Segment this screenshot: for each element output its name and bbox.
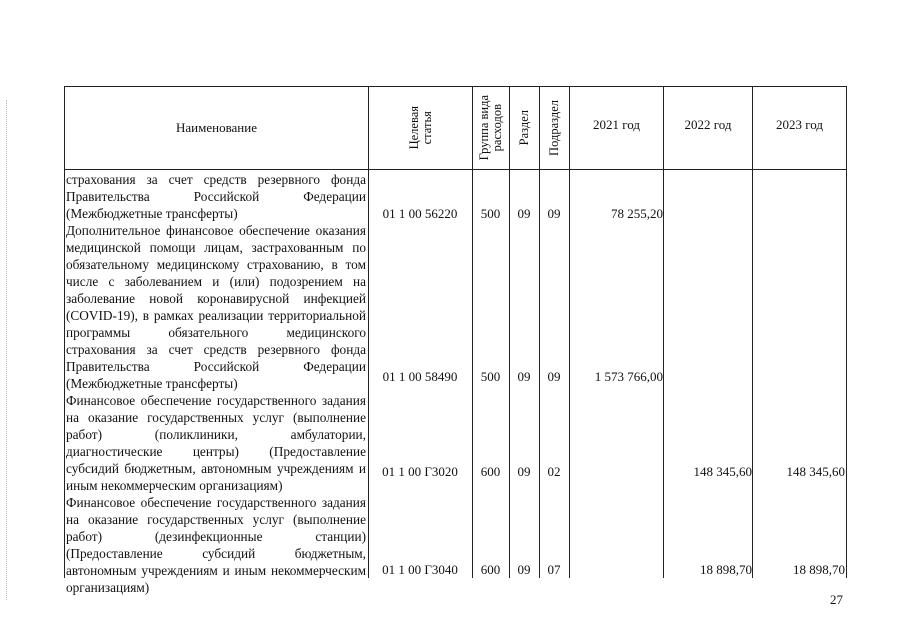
table-right-border [846, 86, 847, 578]
cell-target-article: 01 1 00 58490 [382, 369, 458, 384]
table-row-name: Финансовое обеспечение государственного задания на оказание государственных услуг (выполнение работ) (поликлиники, амбулатории, диагностические центры) (Предоставление субсидий бюджетным, автономным учреждениям и иным некоммерческим организациям) [66, 393, 366, 493]
cell-2021: 78 255,20 [611, 206, 663, 221]
header-expense-group [473, 87, 509, 169]
cell-target-article: 01 1 00 Г3040 [382, 562, 458, 577]
scan-edge-marks [6, 100, 7, 600]
header-2021 [570, 87, 663, 169]
table-row-name: страхования за счет средств резервного фонда Правительства Российской Федерации (Межбюджетные трансферты) [66, 172, 366, 221]
cell-subsection: 09 [547, 369, 561, 384]
header-target-article [369, 87, 472, 169]
header-target-article-text: Целевая статья [406, 106, 434, 150]
cell-subsection: 09 [547, 206, 561, 221]
header-2022 [664, 87, 752, 169]
cell-expense-group: 600 [480, 562, 501, 577]
header-subsection-text: Подраздел [547, 100, 561, 156]
cell-subsection: 02 [547, 464, 561, 479]
cell-expense-group: 500 [480, 369, 501, 384]
table-row-name: Дополнительное финансовое обеспечение оказания медицинской помощи лицам, застрахованным по обязательному медицинскому страхованию, в том числе с заболеванием и (или) подозрением на заболевание новой коронавирусной инфекцией (COVID-19), в рамках реализации территориальной программы обязательного медицинского страхования за счет средств резервного фонда Правительства Российской Федерации (Межбюджетные трансферты) [66, 223, 366, 391]
header-name-text: Наименование [176, 120, 257, 135]
header-name [65, 87, 368, 169]
page-number: 27 [830, 592, 843, 607]
cell-target-article: 01 1 00 56220 [382, 206, 458, 221]
cell-expense-group: 600 [480, 464, 501, 479]
cell-expense-group: 500 [480, 206, 501, 221]
cell-section: 09 [517, 206, 531, 221]
cell-subsection: 07 [547, 562, 561, 577]
header-2022-text: 2022 год [684, 117, 732, 132]
cell-2023: 18 898,70 [793, 562, 845, 577]
table-row-name: Финансовое обеспечение государственного задания на оказание государственных услуг (выполнение работ) (дезинфекционные станции) (Предоставление субсидий бюджетным, автономным учреждениям и иным некоммерческим организациям) [66, 495, 366, 595]
header-subsection [540, 87, 569, 169]
header-2023-text: 2023 год [776, 117, 823, 132]
cell-section: 09 [517, 369, 531, 384]
cell-section: 09 [517, 562, 531, 577]
header-section-text: Раздел [517, 110, 531, 146]
header-2021-text: 2021 год [593, 117, 640, 132]
header-section [510, 87, 539, 169]
cell-2022: 148 345,60 [693, 464, 752, 479]
cell-2023: 148 345,60 [786, 464, 845, 479]
name-column [66, 171, 366, 596]
cell-target-article: 01 1 00 Г3020 [382, 464, 458, 479]
cell-2022: 18 898,70 [700, 562, 752, 577]
header-2023 [753, 87, 846, 169]
cell-section: 09 [517, 464, 531, 479]
cell-2021: 1 573 766,00 [594, 369, 663, 384]
table-header-separator [64, 169, 847, 170]
header-expense-group-text: Группа вида расходов [477, 95, 504, 161]
